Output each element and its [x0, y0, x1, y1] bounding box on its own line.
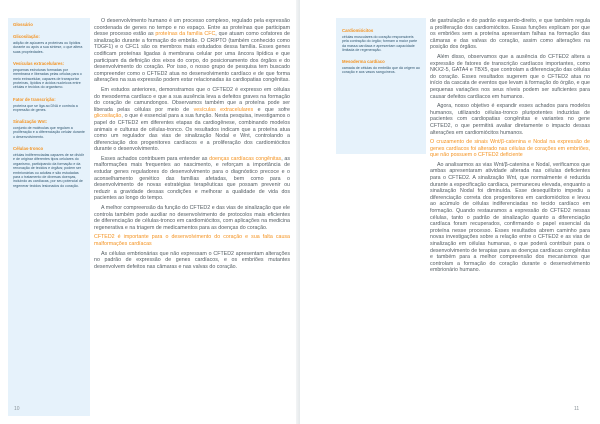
paragraph-text: , que atuam como cofatores de sinalização durante a formação do embrião. O CRIPTO (também conhecido como TDGF1) e o CFC1 são os membros mais estudados dessa família. Esses genes codificam proteínas ligadas à membrana celular por uma âncora lipídica e que participam da definição dos eixos do corpo, do posicionamento dos órgãos e do desenvolvimento do coração. Por isso, o nosso grupo de pesquisa tem buscado compreender como o CFTED2 atua no desenvolvimento cardíaco e de que forma alterações na sua expressão podem estar relacionadas às cardiopatias congênitas. [94, 31, 290, 84]
glossary-entry [13, 61, 85, 90]
paragraph-text: de gastrulação e do padrão esquerdo-direito, e que também regula a proliferação dos cardiomiócitos. Essas funções explicam por que os embriões sem a proteína apresentam falhas na formação das câmaras e das valvas do coração, assim como alterações na posição dos órgãos. [430, 18, 590, 51]
body-paragraph [94, 87, 290, 153]
glossary-definition: células musculares do coração responsáveis pela contração do órgão; formam a maior parte da massa cardíaca e apresentam capacidade limitada de regeneração. [342, 34, 418, 52]
paragraph-text: , o que é essencial para a sua função. Nesta pesquisa, investigamos o papel do CFTED2 em diferentes etapas da cardiogênese, combinando modelos animais e culturas de células-tronco. Os resultados indicam que a proteína atua como um regulador das vias de sinalização Nodal e Wnt, controlando a diferenciação dos progenitores cardíacos e a proliferação dos cardiomiócitos durante o desenvolvimento. [94, 113, 290, 153]
glossary-term: Cardiomiócitos [342, 28, 374, 33]
glossary-term: Vesículas extracelulares: [13, 61, 65, 67]
body-paragraph [94, 205, 290, 231]
glossary-definition: camada de células do embrião que dá origem ao coração e aos vasos sanguíneos. [342, 66, 420, 75]
section-heading: CFTED2 é importante para o desenvolvimento do coração e sua falta causa malformações cardíacas [94, 234, 290, 247]
glossary-term: Células-tronco [13, 146, 44, 152]
paragraph-text: Além disso, observamos que a ausência do CFTED2 altera a expressão de fatores de transcrição cardíacos importantes, como NKX2-5, GATA4 e TBX5, que controlam a diferenciação das células do coração. Esses resultados sugerem que o CFTED2 atua no início da cascata de eventos que levam à formação do órgão, e que pequenas variações nos seus níveis podem ser suficientes para causar defeitos cardíacos em humanos. [430, 53, 590, 100]
glossary-entry [342, 59, 420, 75]
glossary-entry [13, 146, 85, 188]
highlighted-term: doenças cardíacas congênitas [209, 155, 282, 162]
paragraph-text: , as malformações mais frequentes ao nascimento, e reforçam a importância de estudar genes reguladores do desenvolvimento para o diagnóstico precoce e o aconselhamento genético das famílias afetadas, bem como para o desenvolvimento de novas estratégias terapêuticas que possam prevenir ou reduzir a gravidade dessas condições e melhorar a qualidade de vida dos pacientes ao longo do tempo. [94, 155, 290, 202]
glossary-term: Sinalização Wnt: [13, 119, 48, 125]
body-paragraph [430, 18, 590, 51]
paragraph-text: Ao analisarmos as vias Wnt/β-catenina e Nodal, verificamos que ambas apresentaram atividade alterada nas células deficientes para o CFTED2. A sinalização Wnt, que normalmente é reduzida durante a especificação cardíaca, permaneceu elevada, enquanto a sinalização Nodal foi diminuída. Esse desequilíbrio impediu a diferenciação correta dos progenitores em cardiomiócitos e levou ao acúmulo de células indiferenciadas no tecido cardíaco em formação. Quando restauramos a expressão do CFTED2 nessas células, tanto o padrão de sinalização quanto a diferenciação cardíaca foram recuperados, confirmando o papel essencial da proteína nesse processo. Esses resultados abrem caminho para novas investigações sobre a relação entre o CFTED2 e as vias de sinalização em células humanas, o que poderá contribuir para o desenvolvimento de terapias para as doenças cardíacas congênitas e também para a melhor compreensão dos mecanismos que controlam a formação do coração durante o desenvolvimento embrionário humano. [430, 161, 590, 274]
right-main-column [430, 18, 590, 277]
paragraph-text: O desenvolvimento humano é um processo complexo, regulado pela expressão coordenada de genes no tempo e no espaço. Entre as proteínas que participam desse processo estão as [94, 18, 290, 38]
paragraph-text: Agora, nosso objetivo é expandir esses achados para modelos humanos, utilizando células-tronco pluripotentes induzidas de pacientes com cardiopatias congênitas e variantes no gene CFTED2, o que permitirá avaliar diretamente o impacto dessas alterações em cardiomiócitos humanos. [430, 103, 590, 136]
paragraph-text: Em estudos anteriores, demonstramos que o CFTED2 é expresso em células do mesoderma cardíaco e que a sua ausência leva a defeitos graves na formação do coração de camundongos. Observamos também que a proteína pode ser liberada pelas células por meio de [94, 86, 290, 113]
glossary-term: Fator de transcrição: [13, 96, 56, 102]
glossary-term: Mesoderma cardíaco [342, 59, 385, 65]
highlighted-term: proteínas da família CFC [155, 31, 216, 38]
body-paragraph [430, 162, 590, 274]
glossary-entry [13, 119, 85, 139]
section-heading: O cruzamento de sinais Wnt/β-catenina e Nodal na expressão de genes cardíacos foi alterado nas células de corações em embriões, que não possuem o CFTED2 deficiente [430, 139, 590, 159]
glossary-definition: adição de açúcares a proteínas ou lipídios durante ou após a sua síntese, o que altera suas propriedades. [13, 40, 83, 54]
page-number-right: 11 [574, 406, 580, 412]
glossary-sidebar-right [336, 18, 426, 154]
highlighted-term: glicosilação [94, 113, 122, 120]
glossary-definition: células indiferenciadas capazes de se dividir e de originar diferentes tipos celulares do organismo, participando da formação e da renovação de tecidos e órgãos; podem ser embrionárias ou adultas e são estudadas para o tratamento de diversas doenças, incluindo as cardíacas, por seu potencial de regenerar tecidos lesionados do coração. [13, 153, 84, 188]
glossary-entry [342, 28, 420, 52]
glossary-definition: pequenas estruturas formadas por membrana e liberadas pelas células para o meio extracelular, capazes de transportar proteínas, lipídios e ácidos nucleicos entre células e tecidos do organismo. [13, 67, 82, 90]
glossary-sidebar-left [8, 18, 90, 416]
paragraph-text: A melhor compreensão da função do CFTED2 e das vias de sinalização que ele controla também pode auxiliar no desenvolvimento de protocolos mais eficientes de diferenciação de células-tronco em cardiomiócitos, com aplicações na medicina regenerativa e na triagem de medicamentos para as doenças do coração. [94, 205, 290, 231]
body-paragraph: As células embrionárias que não expressam o CFTED2 apresentam alterações no padrão de expressão de genes cardíacos, e os embriões mutantes desenvolvem defeitos nas câmaras e nas valvas do coração. [94, 250, 290, 270]
glossary-term: Glicosilação: [13, 34, 40, 40]
glossary-term: Glossário [13, 22, 33, 27]
body-paragraph [94, 156, 290, 202]
left-main-column [94, 18, 290, 273]
paragraph-text: Esses achados contribuem para entender as [101, 155, 210, 162]
body-paragraph [430, 54, 590, 100]
glossary-entry [13, 22, 85, 27]
body-paragraph [94, 18, 290, 84]
glossary-entry [13, 97, 85, 113]
glossary-entry [13, 34, 85, 54]
glossary-definition: proteína que se liga ao DNA e controla a expressão de genes. [13, 103, 78, 112]
body-paragraph [430, 103, 590, 136]
paragraph-text: e que sofre [253, 106, 291, 113]
highlighted-term: vesículas extracelulares [193, 106, 254, 113]
page-number-left: 10 [14, 406, 20, 412]
glossary-definition: conjunto de moléculas que regulam a proliferação e a diferenciação celular durante o desenvolvimento. [13, 126, 85, 139]
